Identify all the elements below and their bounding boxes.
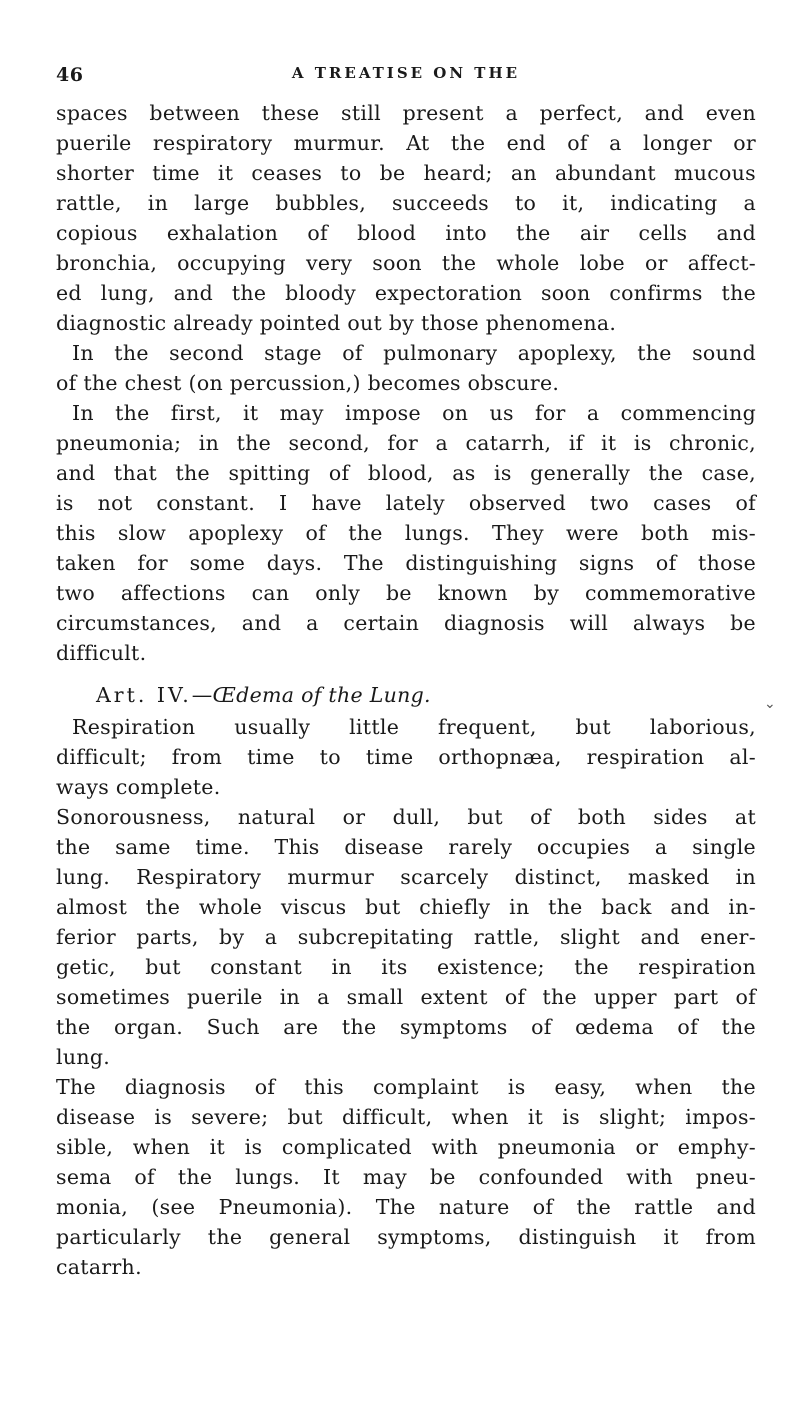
text-line: of the chest (on percussion,) becomes obscure. bbox=[56, 371, 560, 395]
text-line: lung. bbox=[56, 1045, 111, 1069]
text-line: and that the spitting of blood, as is generally the case, bbox=[56, 461, 756, 485]
paragraph-3 bbox=[56, 398, 756, 668]
paragraph-1 bbox=[56, 98, 756, 338]
body-text bbox=[56, 98, 756, 1282]
text-line: circumstances, and a certain diagnosis will always be bbox=[56, 611, 756, 635]
text-line: almost the whole viscus but chiefly in the back and in- bbox=[56, 895, 756, 919]
text-line: lung. Respiratory murmur scarcely distinct, masked in bbox=[56, 865, 756, 889]
article-heading bbox=[56, 674, 756, 712]
text-line: taken for some days. The distinguishing signs of those bbox=[56, 551, 756, 575]
article-dash: — bbox=[191, 683, 213, 707]
article-label: Art. IV. bbox=[96, 683, 192, 707]
text-line: copious exhalation of blood into the air cells and bbox=[56, 221, 756, 245]
text-line: difficult. bbox=[56, 641, 147, 665]
text-line: particularly the general symptoms, distinguish it from bbox=[56, 1225, 756, 1249]
text-line: Sonorousness, natural or dull, but of both sides at bbox=[56, 805, 756, 829]
text-line: getic, but constant in its existence; the respiration bbox=[56, 955, 756, 979]
paragraph-5 bbox=[56, 802, 756, 1072]
text-line: ed lung, and the bloody expectoration soon confirms the bbox=[56, 281, 756, 305]
text-line: In the first, it may impose on us for a commencing bbox=[72, 401, 756, 425]
text-line: is not constant. I have lately observed two cases of bbox=[56, 491, 756, 515]
text-line: rattle, in large bubbles, succeeds to it, indicating a bbox=[56, 191, 756, 215]
text-line: catarrh. bbox=[56, 1255, 142, 1279]
margin-mark: ⌄ bbox=[764, 696, 776, 712]
text-line: bronchia, occupying very soon the whole lobe or affect- bbox=[56, 251, 756, 275]
paragraph-4 bbox=[56, 712, 756, 802]
page-number: 46 bbox=[56, 64, 84, 86]
text-line: monia, (see Pneumonia). The nature of the rattle and bbox=[56, 1195, 756, 1219]
page-header bbox=[56, 64, 756, 96]
text-line: Respiration usually little frequent, but laborious, bbox=[72, 715, 756, 739]
text-line: spaces between these still present a perfect, and even bbox=[56, 101, 756, 125]
text-line: shorter time it ceases to be heard; an abundant mucous bbox=[56, 161, 756, 185]
text-line: ferior parts, by a subcrepitating rattle, slight and ener- bbox=[56, 925, 756, 949]
running-head: A TREATISE ON THE bbox=[291, 64, 521, 82]
text-line: sema of the lungs. It may be confounded with pneu- bbox=[56, 1165, 756, 1189]
text-line: the organ. Such are the symptoms of œdema of the bbox=[56, 1015, 756, 1039]
text-line: this slow apoplexy of the lungs. They were both mis- bbox=[56, 521, 756, 545]
text-line: two affections can only be known by commemorative bbox=[56, 581, 756, 605]
text-line: diagnostic already pointed out by those phenomena. bbox=[56, 311, 617, 335]
paragraph-6 bbox=[56, 1072, 756, 1282]
text-line: difficult; from time to time orthopnæa, respiration al- bbox=[56, 745, 756, 769]
text-line: pneumonia; in the second, for a catarrh, if it is chronic, bbox=[56, 431, 756, 455]
article-title: Œdema of the Lung. bbox=[212, 683, 431, 707]
text-line: In the second stage of pulmonary apoplexy, the sound bbox=[72, 341, 756, 365]
text-line: puerile respiratory murmur. At the end of a longer or bbox=[56, 131, 756, 155]
text-line: ways complete. bbox=[56, 775, 221, 799]
text-line: disease is severe; but difficult, when it is slight; impos- bbox=[56, 1105, 756, 1129]
text-line: the same time. This disease rarely occupies a single bbox=[56, 835, 756, 859]
text-line: sometimes puerile in a small extent of the upper part of bbox=[56, 985, 756, 1009]
text-line: sible, when it is complicated with pneumonia or emphy- bbox=[56, 1135, 756, 1159]
text-line: The diagnosis of this complaint is easy, when the bbox=[56, 1075, 756, 1099]
paragraph-2 bbox=[56, 338, 756, 398]
